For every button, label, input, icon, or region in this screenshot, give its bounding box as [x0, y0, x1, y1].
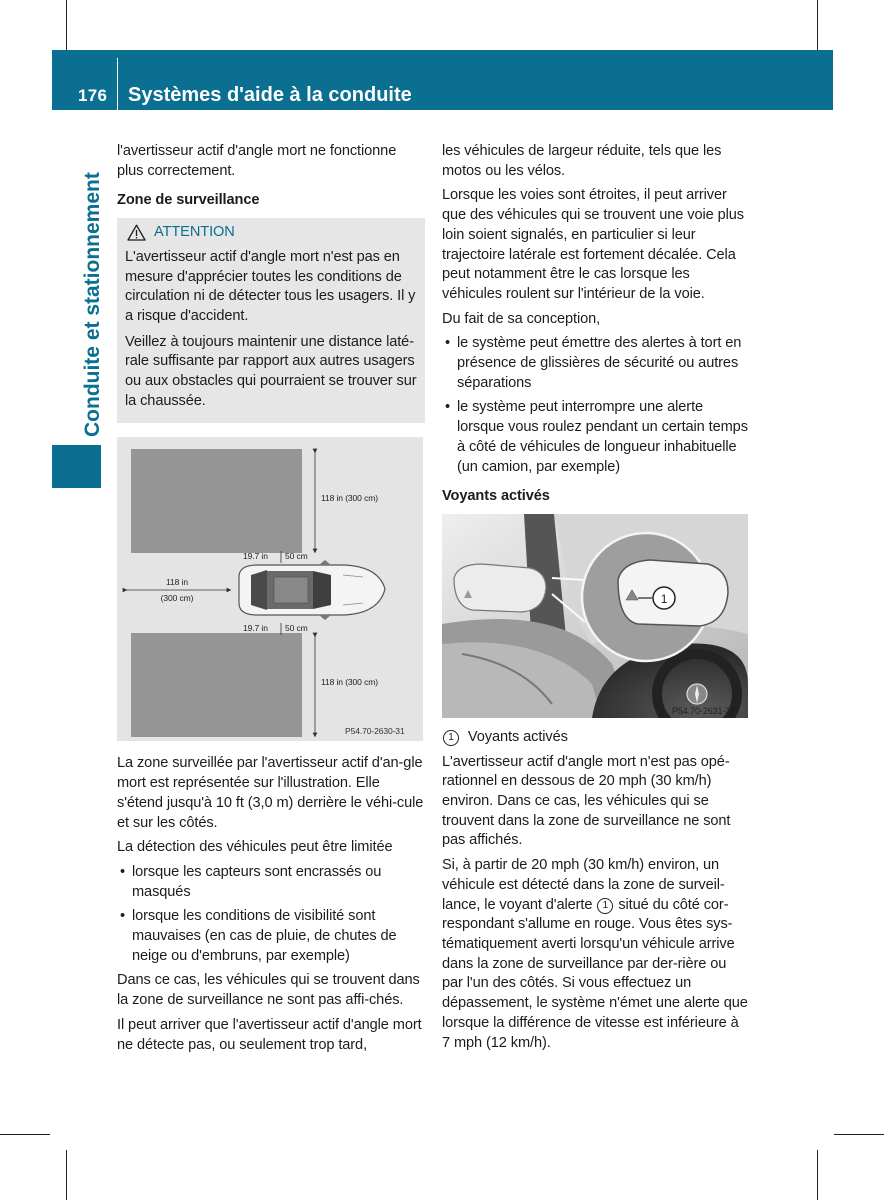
label-rear-in: 118 in [166, 577, 188, 588]
legend-text: Voyants activés [467, 728, 568, 745]
page-number: 176 [78, 86, 108, 105]
callout-number: 1 [660, 591, 668, 606]
label-gap-bottom-cm: 50 cm [285, 623, 308, 634]
label-gap-top-in: 19.7 in [243, 551, 268, 562]
zone-paragraph: La zone surveillée par l'avertisseur actif d'an-gle mort est représentée sur l'illustration. Elle s'étend jusqu'à 10 ft (3,0 m) derrière le véhi-cule et sur les côtés. [117, 755, 424, 831]
vehicles-paragraph: les véhicules de largeur réduite, tels que les motos ou les vélos. [442, 143, 722, 179]
narrow-lanes-paragraph: Lorsque les voies sont étroites, il peut arriver que des véhicules qui se trouvent une voie plus loin soient signalés, en particulier si leur trajectoire latérale est fortement décalée. Cela peut notamment être le cas lorsque les véhicules roulent sur l'intérieur de la voie. [442, 187, 744, 302]
list-item-text: le système peut émettre des alertes à tort en présence de glissières de sécurité ou autres séparations [457, 335, 742, 391]
list-item-text: le système peut interrompre une alerte lorsque vous roulez pendant un certain temps à côté de véhicules de longueur inhabituelle (un camion, par exemple) [457, 399, 748, 475]
list-item: • le système peut interrompre une alerte lorsque vous roulez pendant un certain temps à côté de véhicules de longueur inhabituelle (un camion, par exemple) [445, 399, 748, 475]
crop-mark [66, 1150, 67, 1200]
crop-mark [817, 0, 818, 50]
figure-legend [442, 728, 748, 748]
list-item-text: lorsque les conditions de visibilité sont mauvaises (en cas de pluie, de chutes de neige ou d'embruns, par exemple) [132, 908, 397, 964]
crop-mark [66, 0, 67, 50]
list-item-text: lorsque les capteurs sont encrassés ou masqués [132, 863, 382, 900]
limited-paragraph: La détection des véhicules peut être limitée [117, 839, 393, 856]
warning-paragraph: L'avertisseur actif d'angle mort n'est pas en mesure d'apprécier toutes les conditions de circulation ni de détecter tous les usagers. Il y a risque d'accident. [125, 248, 416, 324]
zone-bottom [131, 633, 302, 737]
may-paragraph: Il peut arriver que l'avertisseur actif d'angle mort ne détecte pas, ou seulement trop tard, [117, 1016, 422, 1053]
label-gap-top-cm: 50 cm [285, 551, 308, 562]
side-section-label: Conduite et stationnement [81, 172, 104, 437]
list-item: • lorsque les conditions de visibilité sont mauvaises (en cas de pluie, de chutes de neige ou d'embruns, par exemple) [120, 908, 397, 964]
crop-mark [834, 1134, 884, 1135]
design-paragraph: Du fait de sa conception, [442, 310, 601, 327]
heading-indicators: Voyants activés [442, 488, 550, 505]
diagram-svg [117, 437, 423, 741]
crop-mark [0, 1134, 50, 1135]
right-column [442, 142, 748, 1058]
label-bottom-length: 118 in (300 cm) [321, 677, 378, 688]
warning-header [125, 223, 417, 243]
intro-paragraph: l'avertisseur actif d'angle mort ne fonctionne plus correctement. [117, 143, 397, 179]
page-title: Systèmes d'aide à la conduite [128, 84, 412, 106]
warning-title: ATTENTION [154, 224, 235, 241]
above-speed-paragraph [442, 856, 748, 1053]
above-speed-text-b: situé du côté cor-respondant s'allume en rouge. Vous êtes sys-tématiquement averti lorsqu'un véhicule arrive dans la zone de surveillance par der-rière ou par l'un des côtés. Si vous effectuez un dépassement, le système n'émet une alerte que lorsque la différence de vitesse est inférieure à 7 mph (12 km/h). [442, 896, 748, 1051]
crop-mark [817, 1150, 818, 1200]
warning-box [117, 218, 425, 423]
list-item: • lorsque les capteurs sont encrassés ou masqués [120, 863, 382, 900]
car-top-view [239, 560, 385, 620]
surveillance-zone-diagram [117, 437, 423, 741]
above-speed-text-a: Si, à partir de 20 mph (30 km/h) environ, un véhicule est détecté dans la zone de surveil-lance, le voyant d'alerte [442, 857, 725, 913]
heading-zone: Zone de surveillance [117, 192, 260, 209]
warning-paragraph: Veillez à toujours maintenir une distance laté-rale suffisante par rapport aux autres usagers ou aux obstacles qui pourraient se trouver sur la chaussée. [125, 333, 417, 409]
inline-callout-number: 1 [597, 898, 613, 914]
photo-reference: P54.70-2631-31 [672, 705, 736, 716]
label-top-length: 118 in (300 cm) [321, 493, 378, 504]
header-divider [117, 58, 118, 110]
below-speed-paragraph: L'avertisseur actif d'angle mort n'est pas opé-rationnel en dessous de 20 mph (30 km/h) environ. Dans ce cas, les véhicules qui se trouvent dans la zone de surveillance ne sont pas affichés. [442, 753, 731, 849]
left-column [117, 142, 425, 1060]
legend-number: 1 [443, 730, 459, 746]
figure-reference: P54.70-2630-31 [345, 726, 405, 737]
list-item: • le système peut émettre des alertes à tort en présence de glissières de sécurité ou autres séparations [445, 335, 742, 391]
side-tab-marker [52, 445, 101, 488]
label-rear-cm: (300 cm) [160, 593, 194, 604]
zone-top [131, 449, 302, 553]
warning-triangle-icon [127, 224, 146, 241]
mirror-indicator-photo [442, 514, 748, 718]
case-paragraph: Dans ce cas, les véhicules qui se trouvent dans la zone de surveillance ne sont pas affi-chés. [117, 972, 420, 1009]
label-gap-bottom-in: 19.7 in [243, 623, 268, 634]
photo-svg [442, 514, 748, 718]
